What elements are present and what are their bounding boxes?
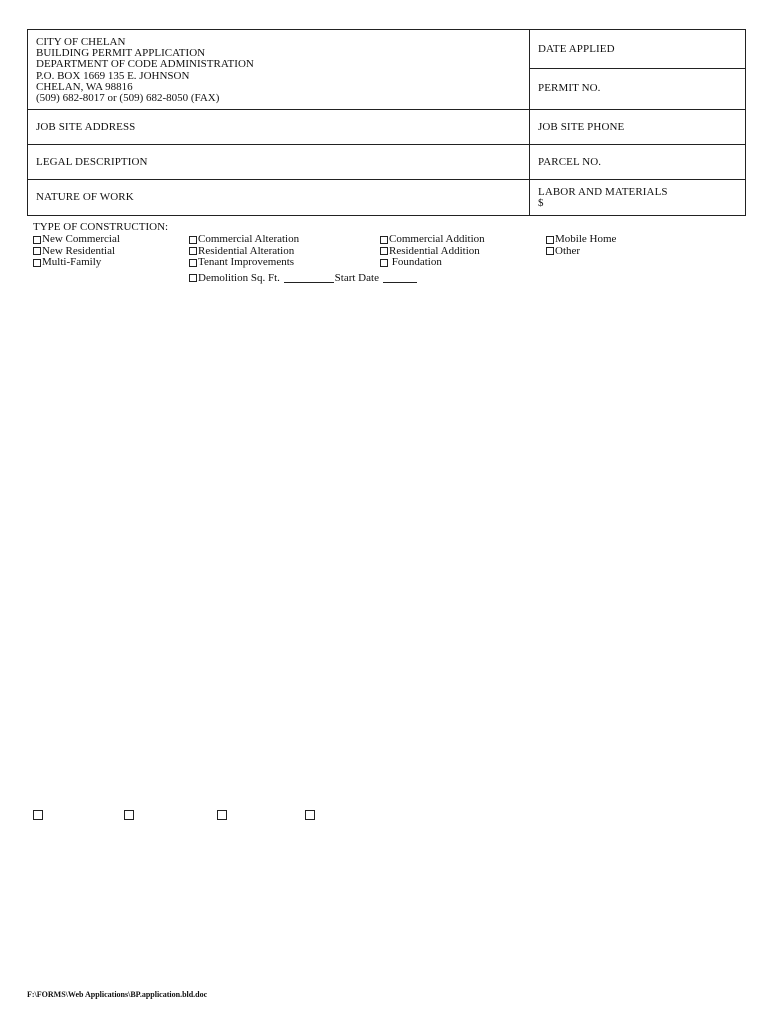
checkbox-icon[interactable] [33,259,41,267]
agency-line: CITY OF CHELAN [36,36,126,48]
date-applied-label: DATE APPLIED [538,43,615,55]
checkbox-icon[interactable] [546,247,554,255]
construction-col-3 [380,234,485,269]
checkbox-icon[interactable] [33,236,41,244]
agency-line: CHELAN, WA 98816 [36,80,133,93]
parcel-no-label: PARCEL NO. [538,156,602,168]
legal-description-field[interactable] [28,145,530,179]
demolition-sqft-blank[interactable] [284,273,334,283]
job-site-address-label: JOB SITE ADDRESS [36,121,136,133]
construction-col-4 [546,234,616,257]
checkbox-icon[interactable] [305,810,315,820]
permit-form-table [27,29,746,216]
option-label: Residential Addition [389,244,480,257]
job-site-row [28,110,745,145]
checkbox-icon[interactable] [189,274,197,282]
option-label: New Commercial [42,233,120,245]
option-label: Other [555,244,581,257]
option-other[interactable] [546,246,616,258]
date-applied-field[interactable] [530,30,745,69]
option-label: New Residential [42,244,116,257]
checkbox-icon[interactable] [33,810,43,820]
option-tenant-improvements[interactable] [189,257,299,269]
option-multi-family[interactable] [33,257,120,269]
agency-line: P.O. BOX 1669 135 E. JOHNSON [36,69,190,82]
construction-col-2 [189,234,299,269]
permit-no-field[interactable] [530,69,745,96]
checkbox-icon[interactable] [124,810,134,820]
checkbox-icon[interactable] [380,236,388,244]
parcel-no-field[interactable] [530,145,745,179]
construction-type-title: TYPE OF CONSTRUCTION: [33,221,169,233]
demolition-label: Demolition Sq. Ft. [198,272,283,284]
legal-description-label: LEGAL DESCRIPTION [36,156,148,168]
option-label: Commercial Alteration [198,233,300,245]
option-mobile-home[interactable] [546,234,616,246]
header-right [530,30,745,109]
checkbox-icon[interactable] [380,259,388,267]
checkbox-icon[interactable] [189,259,197,267]
demolition-line [189,272,418,284]
job-site-phone-field[interactable] [530,110,745,144]
construction-col-1 [33,234,120,269]
header-row [28,30,745,110]
checkbox-icon[interactable] [217,810,227,820]
option-foundation[interactable] [380,257,485,269]
checkbox-icon[interactable] [380,247,388,255]
work-row [28,180,745,216]
document-file-path: F:\FORMS\Web Applications\BP.application.bld.doc [27,990,208,999]
start-date-blank[interactable] [383,273,417,283]
option-label: Multi-Family [42,256,102,269]
start-date-label: Start Date [334,272,382,284]
option-label: Mobile Home [555,233,617,245]
option-label: Tenant Improvements [198,256,295,269]
job-site-address-field[interactable] [28,110,530,144]
option-new-commercial[interactable] [33,234,120,246]
checkbox-icon[interactable] [546,236,554,244]
nature-of-work-label: NATURE OF WORK [36,191,134,203]
option-label: Commercial Addition [389,233,485,245]
option-label: Residential Alteration [198,244,295,257]
agency-line: BUILDING PERMIT APPLICATION [36,47,206,60]
agency-info [28,30,530,109]
agency-line: (509) 682-8017 or (509) 682-8050 (FAX) [36,92,220,105]
checkbox-icon[interactable] [189,247,197,255]
checkbox-icon[interactable] [189,236,197,244]
labor-and-materials-field[interactable] [530,180,745,215]
option-label: Foundation [389,256,442,269]
legal-row [28,145,745,180]
labor-and-materials-label: LABOR AND MATERIALS [538,186,668,198]
checkbox-icon[interactable] [33,247,41,255]
agency-line: DEPARTMENT OF CODE ADMINISTRATION [36,58,254,71]
option-commercial-addition[interactable] [380,234,485,246]
nature-of-work-field[interactable] [28,180,530,215]
dollar-sign: $ [538,197,544,209]
permit-no-label: PERMIT NO. [538,82,601,94]
job-site-phone-label: JOB SITE PHONE [538,121,625,133]
option-commercial-alteration[interactable] [189,234,299,246]
